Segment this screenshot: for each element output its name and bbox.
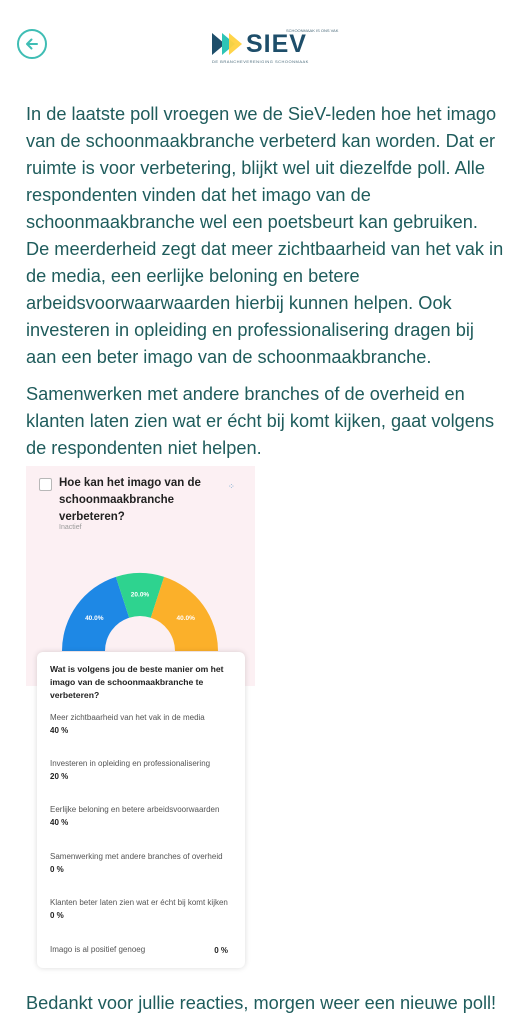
siev-logo-mark [212, 31, 242, 57]
arrow-left-icon [24, 36, 40, 52]
logo-wordmark: SIEV [246, 30, 307, 58]
poll-option-percent: 0 % [214, 946, 228, 955]
poll-checkbox [39, 478, 52, 491]
poll-title: Hoe kan het imago van de schoonmaakbranche verbeteren? [59, 477, 201, 523]
app-header [0, 0, 524, 90]
poll-option-label: Klanten beter laten zien wat er écht bij komt kijken [50, 898, 228, 907]
poll-option-label: Investeren in opleiding en professionalisering [50, 759, 211, 768]
poll-option [50, 712, 235, 737]
donut-slice-label: 20.0% [130, 591, 150, 599]
poll-option [50, 758, 235, 783]
poll-results-card [37, 652, 245, 968]
poll-question: Wat is volgens jou de beste manier om het imago van de schoonmaakbranche te verbeteren? [50, 664, 224, 700]
article-body [26, 101, 506, 472]
poll-option [50, 944, 228, 957]
poll-option-percent: 40 % [50, 818, 69, 827]
poll-option [50, 804, 235, 829]
siev-logo [212, 28, 339, 64]
article-paragraph-2: Samenwerken met andere branches of de overheid en klanten laten zien wat er écht bij komt kijken, gaat volgens de respondenten niet helpen. [26, 384, 495, 458]
poll-option-label: Eerlijke beloning en betere arbeidsvoorwaarden [50, 805, 220, 814]
poll-status: Inactief [59, 524, 82, 531]
logo-tagline-bottom: DE BRANCHEVERENIGING SCHOONMAAK [212, 59, 309, 64]
donut-slice-label: 40.0% [176, 614, 195, 622]
back-button[interactable] [17, 29, 47, 59]
poll-option-label: Imago is al positief genoeg [50, 945, 146, 954]
poll-option-label: Meer zichtbaarheid van het vak in de media [50, 713, 205, 722]
poll-option [50, 851, 235, 876]
poll-option [50, 897, 235, 922]
poll-option-label: Samenwerking met andere branches of overheid [50, 852, 223, 861]
donut-slice-label: 40.0% [85, 614, 104, 622]
logo-tagline-top: SCHOONMAAK IS ONS VAK [286, 28, 339, 33]
closing-text: Bedankt voor jullie reacties, morgen weer een nieuwe poll! [26, 993, 497, 1013]
poll-option-percent: 20 % [50, 772, 69, 781]
poll-donut-chart [62, 571, 218, 651]
article-paragraph-1: In de laatste poll vroegen we de SieV-leden hoe het imago van de schoonmaakbranche verbeterd kan worden. Dat er ruimte is voor verbetering, blijkt wel uit diezelfde poll. Alle respondenten vinden dat het imago van de schoonmaakbranche wel een poetsbeurt kan gebruiken. De meerderheid zegt dat meer zichtbaarheid van het vak in de media, een eerlijke beloning en betere arbeidsvoorwaarwaarden hierbij kunnen helpen. Ook investeren in opleiding en professionalisering dragen bij aan een beter imago van de schoonmaakbranche. [26, 104, 504, 367]
poll-option-percent: 40 % [50, 726, 69, 735]
poll-option-percent: 0 % [50, 865, 64, 874]
poll-menu-icon: ⁘ [228, 482, 235, 491]
poll-option-percent: 0 % [50, 911, 64, 920]
